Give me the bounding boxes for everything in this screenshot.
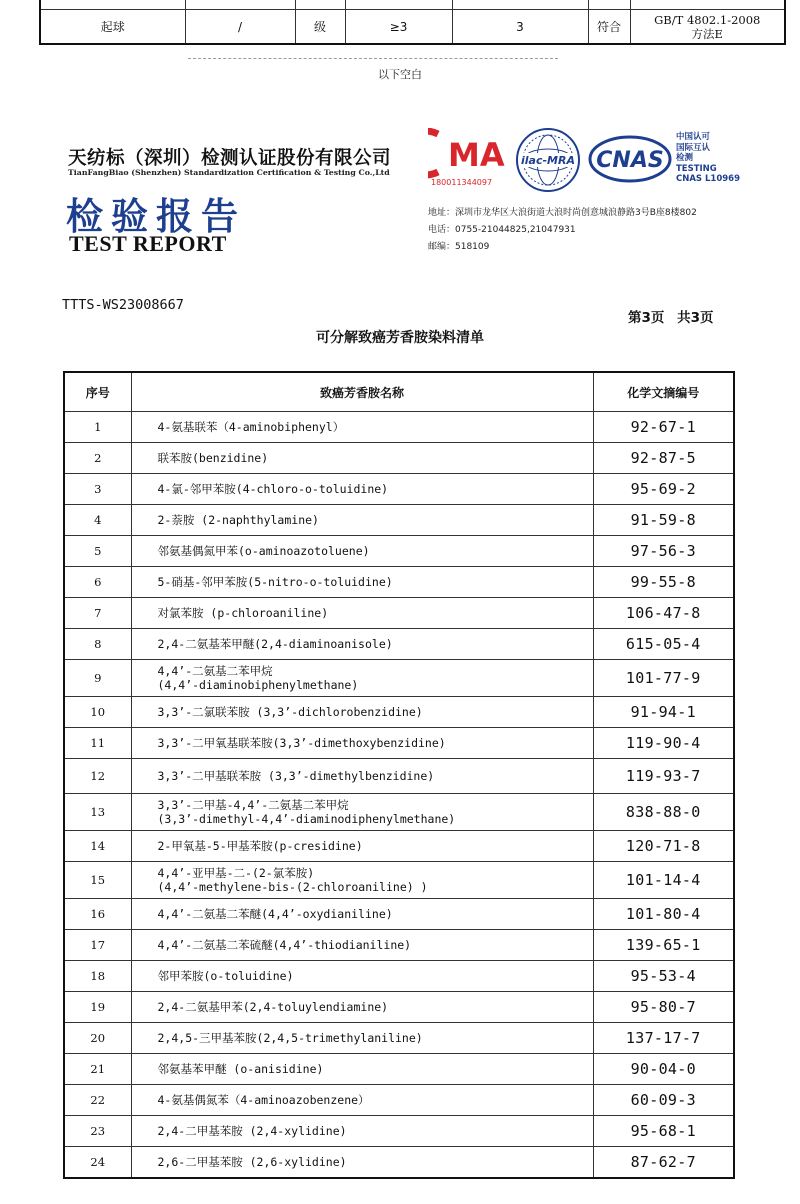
verdict-cell: 符合 bbox=[588, 10, 630, 45]
cnas-side-line: CNAS L10969 bbox=[676, 174, 740, 184]
amine-name-line: 4,4’-二氨基二苯硫醚(4,4’-thiodianiline) bbox=[157, 938, 412, 952]
table-row-pilling bbox=[40, 10, 785, 45]
cas-number-cell: 120-71-8 bbox=[593, 831, 734, 862]
cas-number-cell: 95-69-2 bbox=[593, 474, 734, 505]
amine-name-cell bbox=[131, 1023, 593, 1054]
table-row bbox=[64, 1116, 734, 1147]
amine-table-body bbox=[64, 412, 734, 1178]
amine-name-line: 2,4-二甲基苯胺 (2,4-xylidine) bbox=[157, 1124, 347, 1138]
table-row bbox=[64, 899, 734, 930]
cas-number-cell: 91-59-8 bbox=[593, 505, 734, 536]
amine-name-cell bbox=[131, 598, 593, 629]
table-row bbox=[64, 831, 734, 862]
company-telephone: 电话：0755-21044825,21047931 bbox=[428, 225, 576, 235]
table-row bbox=[64, 728, 734, 759]
company-address: 地址：深圳市龙华区大浪街道大浪时尚创意城浪静路3号B座8楼802 bbox=[428, 208, 697, 218]
cas-number-cell: 119-90-4 bbox=[593, 728, 734, 759]
amine-name-line: 2,4,5-三甲基苯胺(2,4,5-trimethylaniline) bbox=[157, 1031, 423, 1045]
row-number-cell: 10 bbox=[64, 697, 131, 728]
table-row bbox=[64, 930, 734, 961]
amine-name-line: 2,4-二氨基甲苯(2,4-toluylendiamine) bbox=[157, 1000, 389, 1014]
amine-name-cell bbox=[131, 412, 593, 443]
cas-number-cell: 99-55-8 bbox=[593, 567, 734, 598]
amine-name-cell bbox=[131, 505, 593, 536]
cas-number-cell: 119-93-7 bbox=[593, 759, 734, 794]
amine-name-line: 2,4-二氨基苯甲醚(2,4-diaminoanisole) bbox=[157, 637, 393, 651]
cma-number: 180011344097 bbox=[431, 178, 493, 187]
row-number-cell: 14 bbox=[64, 831, 131, 862]
row-number-cell: 6 bbox=[64, 567, 131, 598]
table-row bbox=[64, 1023, 734, 1054]
row-number-cell: 23 bbox=[64, 1116, 131, 1147]
amine-name-cell bbox=[131, 474, 593, 505]
requirement-cell: / bbox=[185, 10, 295, 45]
method-line-1: GB/T 4802.1-2008 bbox=[654, 12, 761, 27]
header-name: 致癌芳香胺名称 bbox=[131, 372, 593, 412]
table-row bbox=[64, 412, 734, 443]
amine-name-line: 3,3’-二甲基联苯胺 (3,3’-dimethylbenzidine) bbox=[157, 769, 435, 783]
row-number-cell: 20 bbox=[64, 1023, 131, 1054]
amine-name-cell bbox=[131, 831, 593, 862]
amine-name-line: 3,3’-二甲基-4,4’-二氨基二苯甲烷 bbox=[157, 798, 349, 812]
amine-name-cell bbox=[131, 992, 593, 1023]
amine-name-line: 2,6-二甲基苯胺 (2,6-xylidine) bbox=[157, 1154, 347, 1169]
page-indicator: 第3页 共3页 bbox=[628, 310, 714, 326]
cas-number-cell: 137-17-7 bbox=[593, 1023, 734, 1054]
table-row bbox=[64, 660, 734, 697]
table-row bbox=[64, 1147, 734, 1178]
table-row bbox=[64, 992, 734, 1023]
row-number-cell: 2 bbox=[64, 443, 131, 474]
row-number-cell: 5 bbox=[64, 536, 131, 567]
table-row bbox=[64, 567, 734, 598]
carcinogenic-amine-table bbox=[63, 371, 735, 1179]
row-number-cell: 21 bbox=[64, 1054, 131, 1085]
cas-number-cell: 101-14-4 bbox=[593, 862, 734, 899]
method-line-2: 方法E bbox=[691, 26, 723, 41]
table-row bbox=[64, 1085, 734, 1116]
company-name-cn: 天纺标（深圳）检测认证股份有限公司 bbox=[68, 148, 392, 169]
amine-name-line: 邻氨基苯甲醚 (o-anisidine) bbox=[157, 1062, 324, 1076]
table-row bbox=[64, 961, 734, 992]
amine-name-cell bbox=[131, 660, 593, 697]
amine-name-cell bbox=[131, 930, 593, 961]
cnas-side-line: 检测 bbox=[676, 153, 694, 163]
cnas-accreditation-text bbox=[676, 132, 740, 185]
table-row bbox=[64, 862, 734, 899]
company-postcode: 邮编：518109 bbox=[428, 242, 490, 252]
amine-name-line: 4-氯-邻甲苯胺(4-chloro-o-toluidine) bbox=[157, 482, 389, 496]
table-row-stub bbox=[40, 0, 785, 10]
cas-number-cell: 91-94-1 bbox=[593, 697, 734, 728]
amine-name-line: 邻氨基偶氮甲苯(o-aminoazotoluene) bbox=[157, 544, 370, 558]
amine-name-line: 5-硝基-邻甲苯胺(5-nitro-o-toluidine) bbox=[157, 575, 393, 589]
amine-name-line: 2-甲氧基-5-甲基苯胺(p-cresidine) bbox=[157, 839, 363, 853]
cas-number-cell: 101-80-4 bbox=[593, 899, 734, 930]
blank-divider bbox=[188, 58, 558, 59]
amine-name-cell bbox=[131, 629, 593, 660]
row-number-cell: 22 bbox=[64, 1085, 131, 1116]
amine-name-cell bbox=[131, 961, 593, 992]
method-cell bbox=[630, 10, 785, 45]
report-title-en: TEST REPORT bbox=[69, 231, 227, 256]
amine-name-cell bbox=[131, 899, 593, 930]
table-row bbox=[64, 474, 734, 505]
company-name-en: TianFangBiao (Shenzhen) Standardization Certification & Testing Co.,Ltd bbox=[68, 168, 390, 177]
cas-number-cell: 95-68-1 bbox=[593, 1116, 734, 1147]
amine-name-cell bbox=[131, 1085, 593, 1116]
amine-name-cell bbox=[131, 728, 593, 759]
row-number-cell: 11 bbox=[64, 728, 131, 759]
amine-name-cell bbox=[131, 1054, 593, 1085]
item-cell: 起球 bbox=[40, 10, 185, 45]
row-number-cell: 9 bbox=[64, 660, 131, 697]
amine-name-cell bbox=[131, 567, 593, 598]
amine-name-line: 联苯胺(benzidine) bbox=[157, 451, 269, 465]
amine-name-cell bbox=[131, 443, 593, 474]
amine-name-line: 4,4’-亚甲基-二-(2-氯苯胺) bbox=[157, 866, 315, 880]
cas-number-cell: 615-05-4 bbox=[593, 629, 734, 660]
row-number-cell: 12 bbox=[64, 759, 131, 794]
row-number-cell: 17 bbox=[64, 930, 131, 961]
cas-number-cell: 95-80-7 bbox=[593, 992, 734, 1023]
ilac-mra-logo bbox=[514, 126, 582, 194]
row-number-cell: 7 bbox=[64, 598, 131, 629]
report-number: TTTS-WS23008667 bbox=[62, 297, 184, 313]
cnas-side-line: TESTING bbox=[676, 163, 717, 174]
amine-name-line: 4,4’-二氨基二苯醚(4,4’-oxydianiline) bbox=[157, 907, 393, 921]
table-row bbox=[64, 794, 734, 831]
cas-number-cell: 106-47-8 bbox=[593, 598, 734, 629]
table-row bbox=[64, 1054, 734, 1085]
amine-name-cell bbox=[131, 862, 593, 899]
amine-name-line: 4-氨基联苯（4-aminobiphenyl） bbox=[157, 420, 345, 434]
table-row bbox=[64, 505, 734, 536]
table-row bbox=[64, 759, 734, 794]
header-no: 序号 bbox=[64, 372, 131, 412]
amine-name-line: 3,3’-二甲氧基联苯胺(3,3’-dimethoxybenzidine) bbox=[157, 736, 446, 750]
results-table-tail bbox=[39, 0, 786, 45]
cma-logo-text: MA bbox=[448, 136, 505, 174]
table-header-row bbox=[64, 372, 734, 412]
cas-number-cell: 101-77-9 bbox=[593, 660, 734, 697]
table-row bbox=[64, 536, 734, 567]
cnas-logo bbox=[588, 134, 672, 184]
row-number-cell: 13 bbox=[64, 794, 131, 831]
amine-name-line: (3,3’-dimethyl-4,4’-diaminodiphenylmethane) bbox=[157, 812, 456, 826]
amine-name-cell bbox=[131, 759, 593, 794]
amine-name-line: 邻甲苯胺(o-toluidine) bbox=[157, 969, 294, 983]
cas-number-cell: 87-62-7 bbox=[593, 1147, 734, 1178]
row-number-cell: 15 bbox=[64, 862, 131, 899]
amine-name-cell bbox=[131, 536, 593, 567]
amine-name-line: 4-氨基偶氮苯（4-aminoazobenzene） bbox=[157, 1093, 370, 1107]
result-cell: 3 bbox=[452, 10, 588, 45]
table-row bbox=[64, 443, 734, 474]
amine-name-line: (4,4’-methylene-bis-(2-chloroaniline) ) bbox=[157, 880, 428, 894]
cma-logo bbox=[428, 128, 506, 188]
amine-name-cell bbox=[131, 697, 593, 728]
amine-name-line: 对氯苯胺 (p-chloroaniline) bbox=[157, 606, 329, 620]
row-number-cell: 18 bbox=[64, 961, 131, 992]
amine-name-cell bbox=[131, 794, 593, 831]
cas-number-cell: 95-53-4 bbox=[593, 961, 734, 992]
cas-number-cell: 92-87-5 bbox=[593, 443, 734, 474]
amine-name-line: 4,4’-二氨基二苯甲烷 bbox=[157, 664, 273, 678]
amine-name-line: (4,4’-diaminobiphenylmethane) bbox=[157, 678, 359, 692]
cas-number-cell: 90-04-0 bbox=[593, 1054, 734, 1085]
row-number-cell: 16 bbox=[64, 899, 131, 930]
cas-number-cell: 92-67-1 bbox=[593, 412, 734, 443]
cas-number-cell: 139-65-1 bbox=[593, 930, 734, 961]
cas-number-cell: 838-88-0 bbox=[593, 794, 734, 831]
amine-name-cell bbox=[131, 1116, 593, 1147]
cas-number-cell: 97-56-3 bbox=[593, 536, 734, 567]
blank-below-note: 以下空白 bbox=[378, 68, 422, 81]
limit-cell: ≥3 bbox=[345, 10, 452, 45]
table-row bbox=[64, 697, 734, 728]
cnas-side-line: 国际互认 bbox=[676, 142, 711, 153]
row-number-cell: 1 bbox=[64, 412, 131, 443]
cnas-side-line: 中国认可 bbox=[676, 132, 711, 142]
amine-name-line: 3,3’-二氯联苯胺 (3,3’-dichlorobenzidine) bbox=[157, 705, 423, 719]
report-title-cn: 检验报告 bbox=[66, 194, 246, 238]
table-row bbox=[64, 598, 734, 629]
cas-number-cell: 60-09-3 bbox=[593, 1085, 734, 1116]
row-number-cell: 24 bbox=[64, 1147, 131, 1178]
amine-name-cell bbox=[131, 1147, 593, 1178]
amine-list-title: 可分解致癌芳香胺染料清单 bbox=[316, 330, 484, 346]
row-number-cell: 4 bbox=[64, 505, 131, 536]
cnas-logo-text: CNAS bbox=[596, 148, 664, 173]
amine-name-line: 2-萘胺 (2-naphthylamine) bbox=[157, 513, 319, 527]
row-number-cell: 8 bbox=[64, 629, 131, 660]
header-cas: 化学文摘编号 bbox=[593, 372, 734, 412]
row-number-cell: 3 bbox=[64, 474, 131, 505]
unit-cell: 级 bbox=[295, 10, 345, 45]
row-number-cell: 19 bbox=[64, 992, 131, 1023]
ilac-logo-text: ilac-MRA bbox=[521, 154, 575, 167]
table-row bbox=[64, 629, 734, 660]
